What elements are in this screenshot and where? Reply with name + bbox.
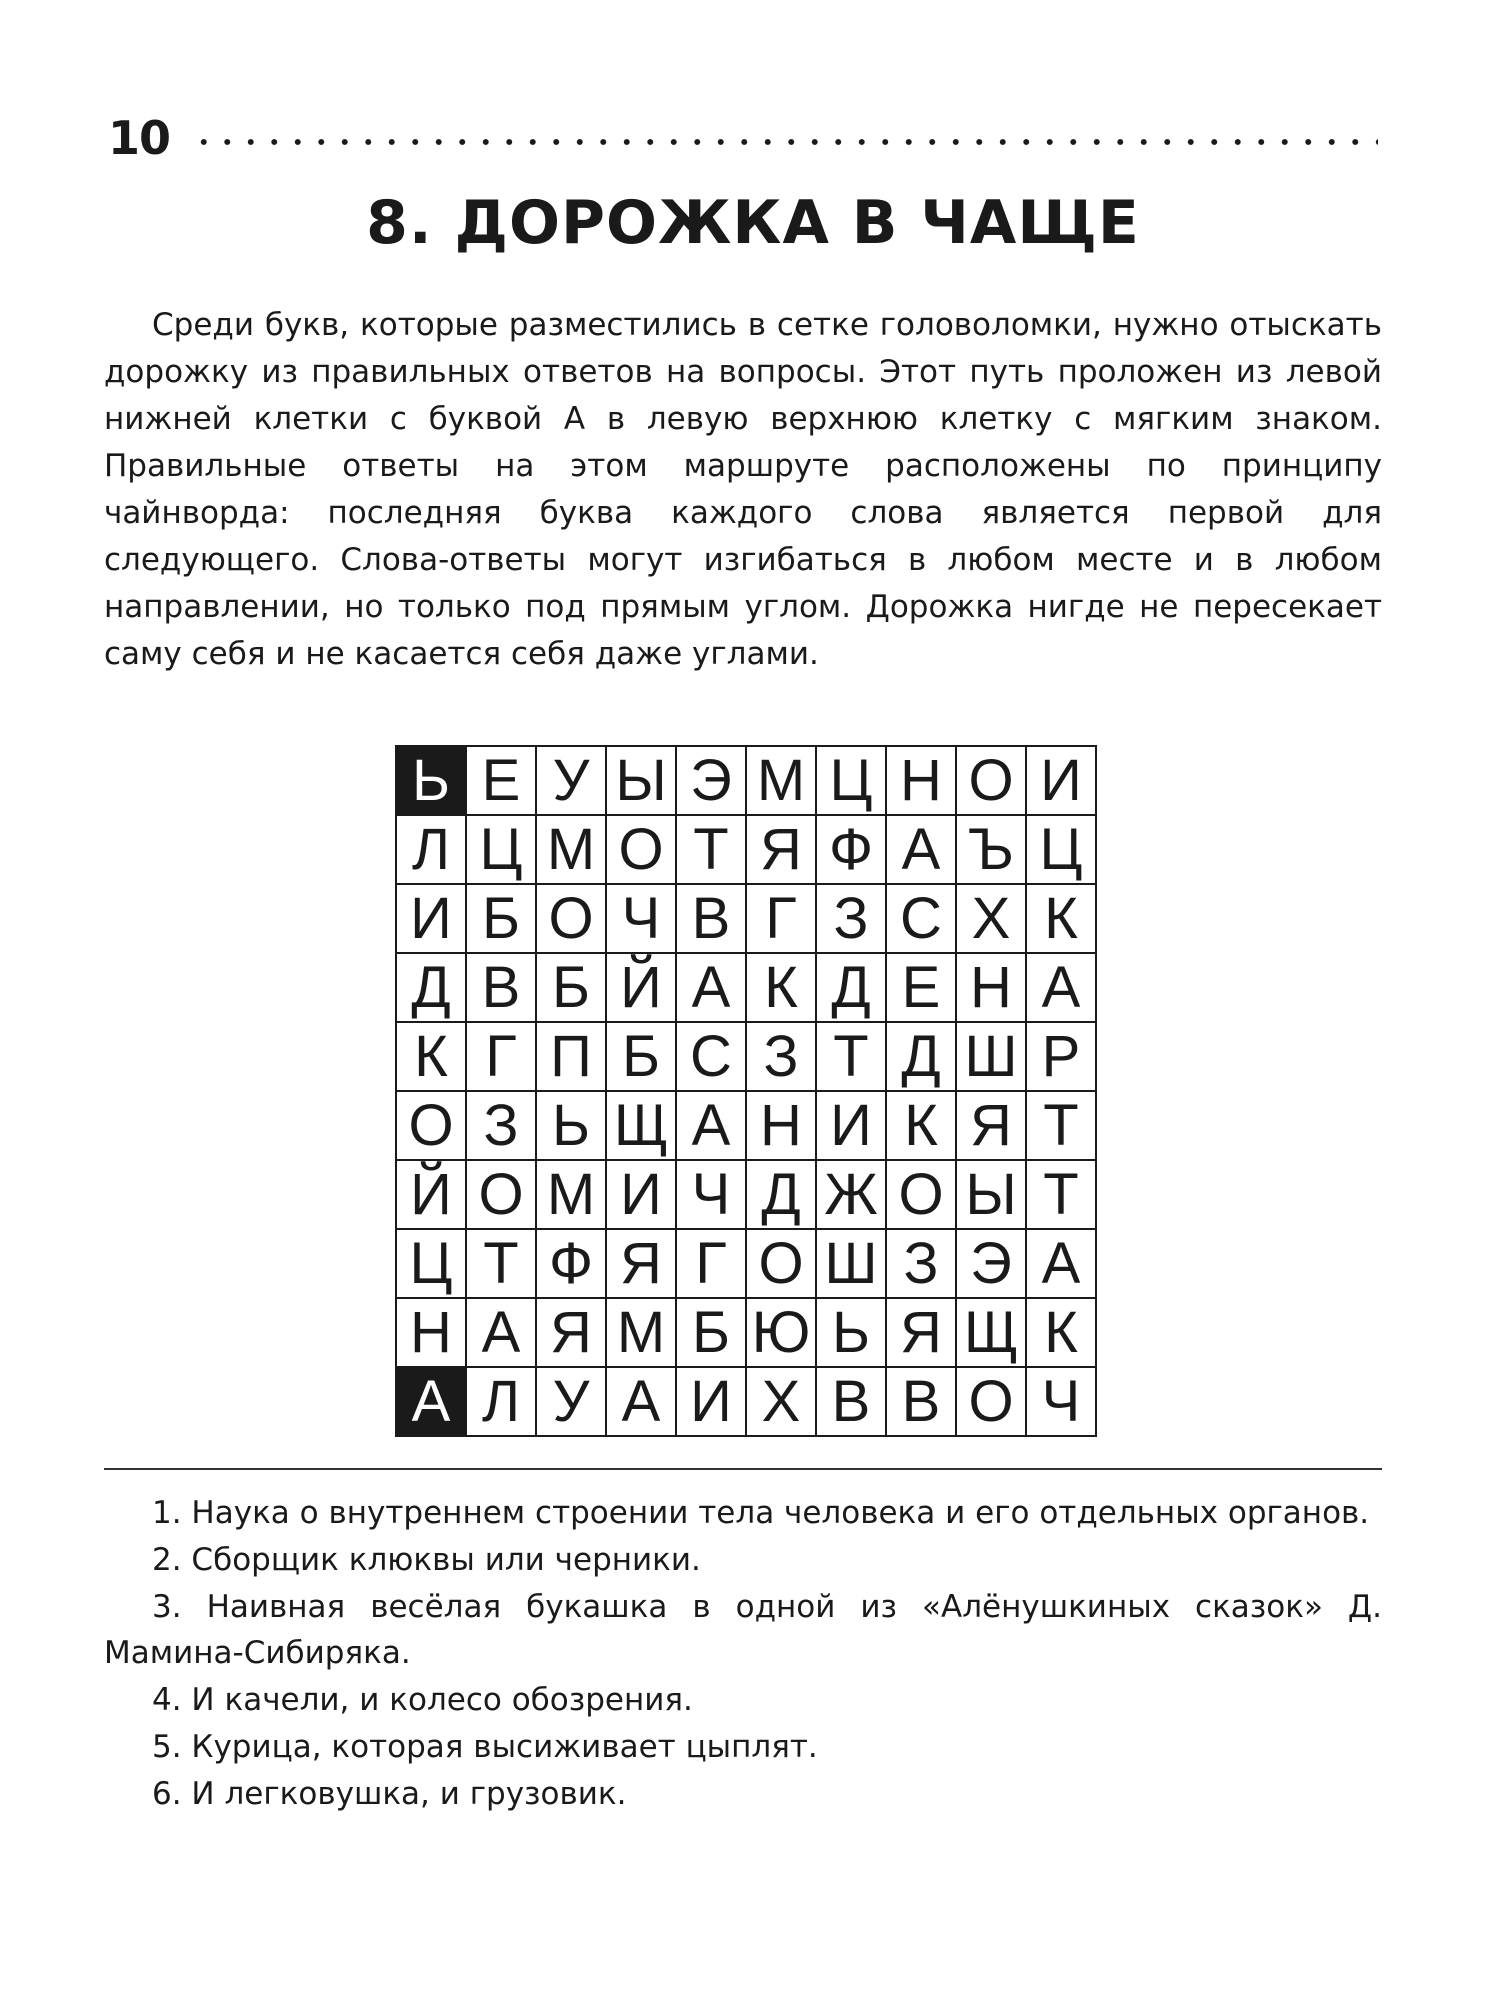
- grid-cell: Я: [886, 1298, 956, 1367]
- grid-row: [396, 746, 1096, 815]
- question-item: 2. Сборщик клюквы или черники.: [152, 1542, 701, 1578]
- grid-cell: М: [536, 1160, 606, 1229]
- grid-cell: Б: [536, 953, 606, 1022]
- grid-row: [396, 1367, 1096, 1436]
- page-title: 8. ДОРОЖКА В ЧАЩЕ: [366, 188, 1140, 258]
- grid-cell: Я: [746, 815, 816, 884]
- grid-cell: И: [396, 884, 466, 953]
- question-item: 6. И легковушка, и грузовик.: [152, 1776, 627, 1812]
- grid-cell: У: [536, 1367, 606, 1436]
- grid-cell: Б: [606, 1022, 676, 1091]
- grid-cell: Т: [1026, 1091, 1096, 1160]
- grid-row: [396, 953, 1096, 1022]
- intro-paragraph: Среди букв, которые разместились в сетке головоломки, нужно отыскать дорожку из правильных ответов на вопросы. Этот путь проложен из левой нижней клетки с буквой А в левую верхнюю клетку с мягким знаком. Правильные ответы на этом маршруте расположены по принципу чайнворда: последняя буква каждого слова является первой для следующего. Слова-ответы могут изгибаться в любом месте и в любом направлении, но только под прямым углом. Дорожка нигде не пересекает саму себя и не касается себя даже углами.: [104, 307, 1382, 672]
- grid-cell: Р: [1026, 1022, 1096, 1091]
- grid-cell: О: [956, 1367, 1026, 1436]
- grid-cell: В: [466, 953, 536, 1022]
- grid-cell: Т: [676, 815, 746, 884]
- grid-cell: У: [536, 746, 606, 815]
- grid-cell: Л: [466, 1367, 536, 1436]
- grid-cell: И: [606, 1160, 676, 1229]
- grid-cell: О: [746, 1229, 816, 1298]
- grid-cell: Ь: [816, 1298, 886, 1367]
- grid-cell: К: [1026, 1298, 1096, 1367]
- grid-cell: Ч: [1026, 1367, 1096, 1436]
- grid-cell: В: [816, 1367, 886, 1436]
- grid-cell: Т: [466, 1229, 536, 1298]
- grid-cell: Ь: [536, 1091, 606, 1160]
- grid-cell: Г: [466, 1022, 536, 1091]
- grid-cell: Э: [676, 746, 746, 815]
- grid-cell: О: [536, 884, 606, 953]
- grid-cell: Н: [746, 1091, 816, 1160]
- grid-cell: Е: [466, 746, 536, 815]
- grid-row: [396, 1298, 1096, 1367]
- grid-cell: Х: [746, 1367, 816, 1436]
- grid-cell: И: [816, 1091, 886, 1160]
- grid-cell: Ю: [746, 1298, 816, 1367]
- grid-cell: О: [466, 1160, 536, 1229]
- grid-cell: А: [676, 953, 746, 1022]
- grid-cell: Е: [886, 953, 956, 1022]
- grid-cell: К: [886, 1091, 956, 1160]
- grid-cell: М: [746, 746, 816, 815]
- grid-cell: Ц: [466, 815, 536, 884]
- grid-row: [396, 1091, 1096, 1160]
- grid-cell: Я: [956, 1091, 1026, 1160]
- grid-cell: Ш: [956, 1022, 1026, 1091]
- grid-cell: З: [816, 884, 886, 953]
- grid-cell: Й: [396, 1160, 466, 1229]
- grid-cell: Я: [606, 1229, 676, 1298]
- grid-cell: О: [956, 746, 1026, 815]
- grid-cell: Н: [956, 953, 1026, 1022]
- grid-cell: Л: [396, 815, 466, 884]
- grid-cell: Н: [886, 746, 956, 815]
- grid-cell: Х: [956, 884, 1026, 953]
- grid-cell: Н: [396, 1298, 466, 1367]
- grid-cell: Ц: [816, 746, 886, 815]
- grid-cell: Ш: [816, 1229, 886, 1298]
- grid-cell: Ч: [676, 1160, 746, 1229]
- question-item: 1. Наука о внутреннем строении тела человека и его отдельных органов.: [152, 1495, 1370, 1531]
- grid-cell: А: [606, 1367, 676, 1436]
- grid-cell: Й: [606, 953, 676, 1022]
- page-header: [108, 108, 1378, 168]
- grid-cell: Д: [816, 953, 886, 1022]
- grid-cell: Ц: [1026, 815, 1096, 884]
- grid-row: [396, 1022, 1096, 1091]
- grid-cell: В: [886, 1367, 956, 1436]
- grid-cell: Д: [746, 1160, 816, 1229]
- grid-cell: Ч: [606, 884, 676, 953]
- grid-cell: З: [466, 1091, 536, 1160]
- grid-cell: Т: [816, 1022, 886, 1091]
- grid-cell: И: [676, 1367, 746, 1436]
- grid-row: [396, 1160, 1096, 1229]
- grid-cell: Ы: [606, 746, 676, 815]
- grid-cell: О: [606, 815, 676, 884]
- grid-cell: О: [886, 1160, 956, 1229]
- dotted-rule: [192, 137, 1378, 147]
- separator-line: [104, 1468, 1382, 1470]
- grid-cell: К: [1026, 884, 1096, 953]
- grid-cell: Г: [676, 1229, 746, 1298]
- grid-cell: Б: [466, 884, 536, 953]
- page-number: 10: [108, 111, 171, 165]
- letter-grid: [395, 745, 1097, 1437]
- grid-cell: А: [676, 1091, 746, 1160]
- grid-cell: З: [886, 1229, 956, 1298]
- grid-cell: Д: [886, 1022, 956, 1091]
- grid-cell: В: [676, 884, 746, 953]
- grid-cell: А: [396, 1367, 466, 1436]
- grid-cell: Б: [676, 1298, 746, 1367]
- grid-cell: А: [886, 815, 956, 884]
- grid-cell: Ц: [396, 1229, 466, 1298]
- grid-cell: Ъ: [956, 815, 1026, 884]
- grid-cell: М: [536, 815, 606, 884]
- grid-cell: И: [1026, 746, 1096, 815]
- grid-row: [396, 1229, 1096, 1298]
- question-item: 3. Наивная весёлая букашка в одной из «Алёнушкиных сказок» Д. Мамина-Сибиряка.: [104, 1589, 1382, 1671]
- grid-cell: А: [1026, 1229, 1096, 1298]
- grid-cell: А: [466, 1298, 536, 1367]
- grid-cell: О: [396, 1091, 466, 1160]
- grid-cell: Ф: [816, 815, 886, 884]
- grid-cell: Ы: [956, 1160, 1026, 1229]
- grid-cell: К: [396, 1022, 466, 1091]
- grid-cell: А: [1026, 953, 1096, 1022]
- grid-cell: Щ: [606, 1091, 676, 1160]
- grid-cell: М: [606, 1298, 676, 1367]
- grid-cell: Д: [396, 953, 466, 1022]
- grid-row: [396, 884, 1096, 953]
- grid-cell: П: [536, 1022, 606, 1091]
- question-item: 5. Курица, которая высиживает цыплят.: [152, 1729, 818, 1765]
- grid-cell: Т: [1026, 1160, 1096, 1229]
- grid-row: [396, 815, 1096, 884]
- grid-cell: С: [886, 884, 956, 953]
- grid-cell: Ж: [816, 1160, 886, 1229]
- grid-cell: Э: [956, 1229, 1026, 1298]
- grid-cell: Я: [536, 1298, 606, 1367]
- question-item: 4. И качели, и колесо обозрения.: [152, 1682, 693, 1718]
- grid-cell: К: [746, 953, 816, 1022]
- grid-cell: Г: [746, 884, 816, 953]
- grid-cell: С: [676, 1022, 746, 1091]
- questions-list: [104, 1490, 1382, 1818]
- grid-cell: Щ: [956, 1298, 1026, 1367]
- grid-cell: Ь: [396, 746, 466, 815]
- grid-cell: З: [746, 1022, 816, 1091]
- grid-cell: Ф: [536, 1229, 606, 1298]
